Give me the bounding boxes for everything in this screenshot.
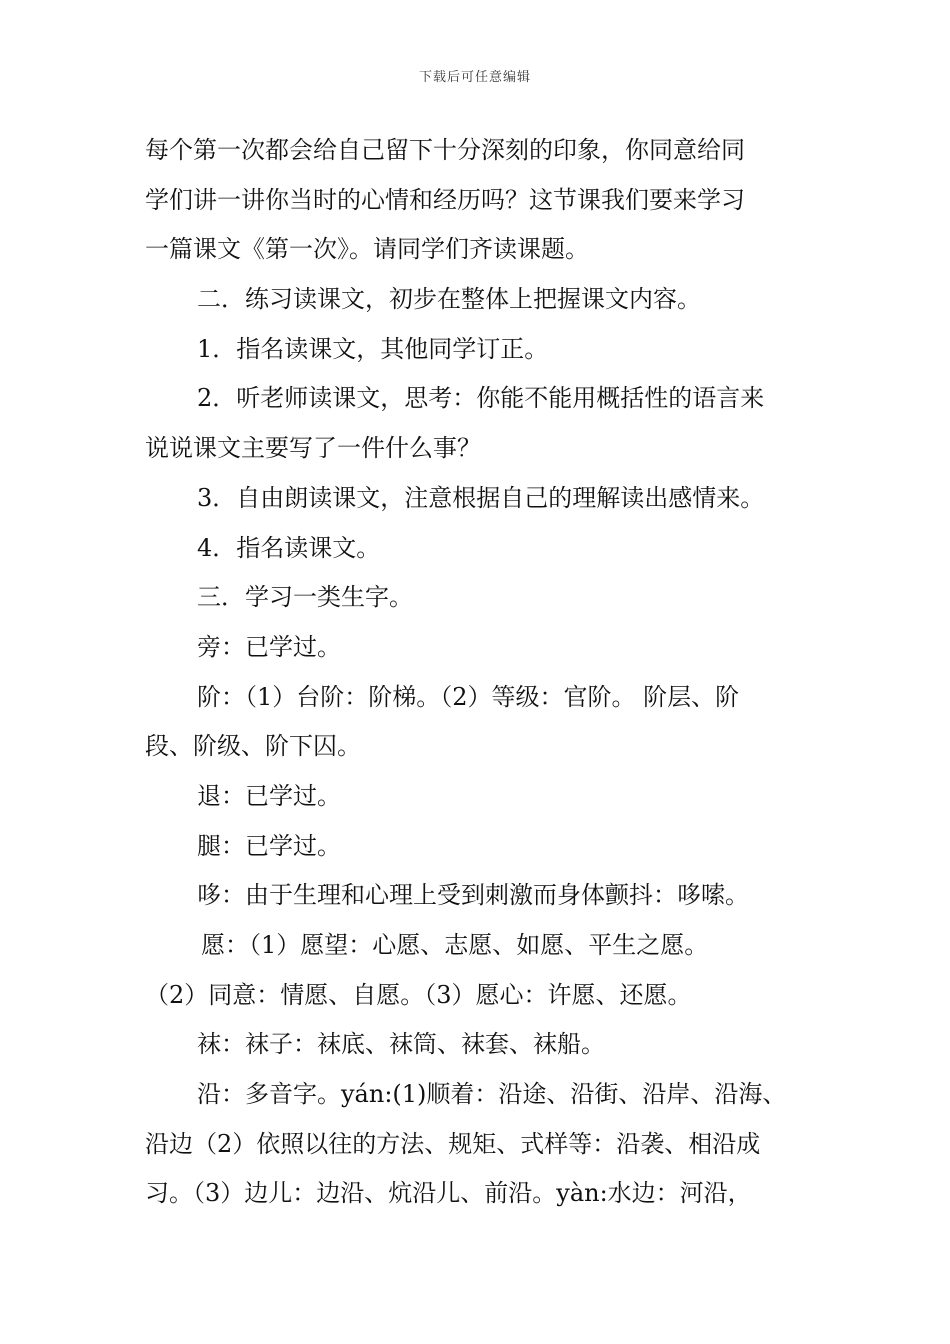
- page-header: 下载后可任意编辑: [418, 70, 531, 85]
- text-line-7: 说说课文主要写了一件什么事？: [145, 434, 481, 463]
- character-entry-yan-cont-1: 沿边（2）依照以往的方法、规矩、式样等：沿袭、相沿成: [145, 1129, 761, 1158]
- character-entry-yuan: 愿：（1）愿望：心愿、志愿、如愿、平生之愿。: [201, 931, 709, 959]
- text-line-8: 3．自由朗读课文，注意根据自己的理解读出感情来。: [197, 483, 765, 512]
- character-entry-wa: 袜：袜子：袜底、袜筒、袜套、袜船。: [197, 1030, 605, 1059]
- character-entry-tui: 退：已学过。: [197, 781, 341, 810]
- character-entry-yan: 沿：多音字。yán:(1)顺着：沿途、沿街、沿岸、沿海、: [197, 1080, 787, 1109]
- text-line-6: 2．听老师读课文，思考：你能不能用概括性的语言来: [197, 384, 765, 413]
- character-entry-yan-cont-2: 习。（3）边儿：边沿、炕沿儿、前沿。yàn:水边：河沿，: [145, 1179, 752, 1208]
- section-heading-2: 二．练习读课文，初步在整体上把握课文内容。: [197, 285, 701, 314]
- text-line-3: 一篇课文《第一次》。请同学们齐读课题。: [145, 235, 589, 264]
- character-entry-pang: 旁：已学过。: [197, 632, 341, 661]
- text-line-2: 学们讲一讲你当时的心情和经历吗？这节课我们要来学习: [145, 185, 745, 214]
- text-line-9: 4．指名读课文。: [197, 533, 381, 562]
- document-body: [145, 126, 810, 1219]
- text-line-5: 1．指名读课文，其他同学订正。: [197, 334, 549, 363]
- character-entry-jie: 阶：（1）台阶：阶梯。（2）等级：官阶。 阶层、阶: [197, 682, 740, 711]
- character-entry-jie-cont: 段、阶级、阶下囚。: [145, 732, 361, 761]
- character-entry-yuan-cont: （2）同意：情愿、自愿。（3）愿心：许愿、还愿。: [145, 980, 692, 1009]
- character-entry-tui-leg: 腿：已学过。: [197, 831, 341, 860]
- text-line-1: 每个第一次都会给自己留下十分深刻的印象，你同意给同: [145, 136, 745, 164]
- section-heading-3: 三．学习一类生字。: [197, 583, 413, 612]
- character-entry-duo: 哆：由于生理和心理上受到刺激而身体颤抖：哆嗦。: [197, 881, 749, 910]
